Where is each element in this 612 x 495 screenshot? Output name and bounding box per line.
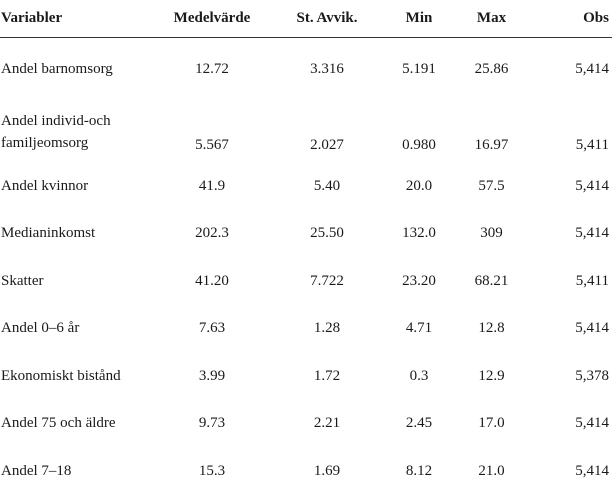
- header-variabler: Variabler: [0, 0, 153, 38]
- cell-min: 4.71: [383, 305, 455, 353]
- cell-max: 16.97: [455, 94, 528, 163]
- cell-std-dev: 2.027: [271, 94, 383, 163]
- cell-mean: 41.20: [153, 258, 271, 306]
- header-obs: Obs: [528, 0, 612, 38]
- table-row: [0, 94, 612, 163]
- cell-std-dev: 25.50: [271, 210, 383, 258]
- cell-obs: 5,414: [528, 163, 612, 211]
- cell-variable: Andel kvinnor: [0, 163, 153, 211]
- header-min: Min: [383, 0, 455, 38]
- cell-max: 12.8: [455, 305, 528, 353]
- table-row: [0, 210, 612, 258]
- cell-variable: Ekonomiskt bistånd: [0, 353, 153, 401]
- cell-max: 25.86: [455, 38, 528, 94]
- cell-mean: 12.72: [153, 38, 271, 94]
- cell-mean: 9.73: [153, 400, 271, 448]
- table-row: [0, 38, 612, 94]
- table-row: [0, 353, 612, 401]
- cell-obs: 5,414: [528, 38, 612, 94]
- cell-std-dev: 7.722: [271, 258, 383, 306]
- cell-mean: 7.63: [153, 305, 271, 353]
- cell-variable: Skatter: [0, 258, 153, 306]
- header-medelvarde: Medelvärde: [153, 0, 271, 38]
- cell-variable: Andel 75 och äldre: [0, 400, 153, 448]
- cell-min: 20.0: [383, 163, 455, 211]
- table-row: [0, 163, 612, 211]
- cell-mean: 3.99: [153, 353, 271, 401]
- cell-min: 0.980: [383, 94, 455, 163]
- cell-std-dev: 1.69: [271, 448, 383, 495]
- cell-mean: 41.9: [153, 163, 271, 211]
- cell-max: 68.21: [455, 258, 528, 306]
- cell-obs: 5,414: [528, 305, 612, 353]
- table-row: [0, 305, 612, 353]
- cell-mean: 5.567: [153, 94, 271, 163]
- cell-std-dev: 1.72: [271, 353, 383, 401]
- cell-max: 17.0: [455, 400, 528, 448]
- table-row: [0, 448, 612, 495]
- cell-obs: 5,411: [528, 94, 612, 163]
- cell-std-dev: 1.28: [271, 305, 383, 353]
- cell-variable: Andel barnomsorg: [0, 38, 153, 94]
- cell-min: 5.191: [383, 38, 455, 94]
- cell-obs: 5,414: [528, 400, 612, 448]
- cell-min: 8.12: [383, 448, 455, 495]
- table-header: [0, 0, 612, 38]
- cell-max: 21.0: [455, 448, 528, 495]
- cell-mean: 15.3: [153, 448, 271, 495]
- cell-obs: 5,378: [528, 353, 612, 401]
- header-st-avvik: St. Avvik.: [271, 0, 383, 38]
- table-body: [0, 38, 612, 495]
- cell-obs: 5,414: [528, 448, 612, 495]
- header-max: Max: [455, 0, 528, 38]
- header-row: [0, 0, 612, 38]
- cell-obs: 5,411: [528, 258, 612, 306]
- cell-variable: Andel 7–18: [0, 448, 153, 495]
- cell-std-dev: 2.21: [271, 400, 383, 448]
- cell-variable: Andel 0–6 år: [0, 305, 153, 353]
- cell-min: 23.20: [383, 258, 455, 306]
- cell-min: 0.3: [383, 353, 455, 401]
- table-row: [0, 400, 612, 448]
- cell-variable: Andel individ-och familjeomsorg: [0, 94, 153, 163]
- cell-max: 57.5: [455, 163, 528, 211]
- cell-mean: 202.3: [153, 210, 271, 258]
- cell-min: 132.0: [383, 210, 455, 258]
- cell-min: 2.45: [383, 400, 455, 448]
- cell-std-dev: 3.316: [271, 38, 383, 94]
- cell-std-dev: 5.40: [271, 163, 383, 211]
- cell-max: 309: [455, 210, 528, 258]
- cell-obs: 5,414: [528, 210, 612, 258]
- cell-max: 12.9: [455, 353, 528, 401]
- table-row: [0, 258, 612, 306]
- cell-variable: Medianinkomst: [0, 210, 153, 258]
